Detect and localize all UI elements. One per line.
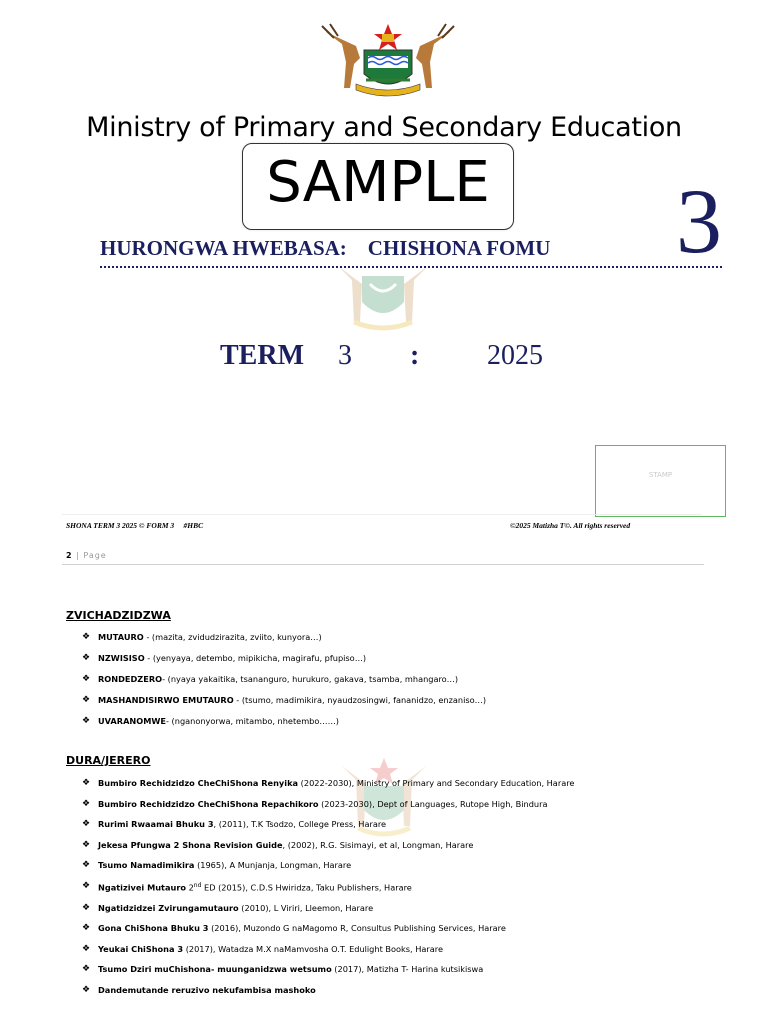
list-item: ❖ RONDEDZERO- (nyaya yakaitika, tsananguro, hurukuro, gakava, tsamba, mhangaro…) [82,674,459,684]
list-item: ❖ Tsumo Namadimikira (1965), A Munjanja, Longman, Harare [82,860,352,870]
diamond-bullet-icon: ❖ [82,716,91,726]
diamond-bullet-icon: ❖ [82,695,91,705]
diamond-bullet-icon: ❖ [82,839,91,850]
references-list [82,778,574,1005]
coat-of-arms-watermark [330,262,436,334]
section-title-dura-jerero: DURA/JERERO [66,754,151,767]
list-item: ❖ NZWISISO - (yenyaya, detembo, mipikicha, magirafu, pfupiso…) [82,653,367,663]
list-item: ❖ Jekesa Pfungwa 2 Shona Revision Guide, (2002), R.G. Sisimayi, et al, Longman, Harare [82,839,474,850]
diamond-bullet-icon: ❖ [82,632,91,642]
list-item: ❖ Gona ChiShona Bhuku 3 (2016), Muzondo G naMagomo R, Consultus Publishing Services, Harare [82,923,506,934]
diamond-bullet-icon: ❖ [82,860,91,870]
page-word: Page [83,551,107,560]
diamond-bullet-icon: ❖ [82,984,91,995]
list-item: ❖ Tsumo Dziri muChishona- muunganidzwa wetsumo (2017), Matizha T- Harina kutsikiswa [82,964,484,975]
topics-list [82,632,486,737]
diamond-bullet-icon: ❖ [82,674,91,684]
diamond-bullet-icon: ❖ [82,819,91,829]
diamond-bullet-icon: ❖ [82,964,91,975]
term-separator: : [410,340,420,371]
term-number: 3 [338,340,352,371]
page-header-divider [62,564,704,565]
diamond-bullet-icon: ❖ [82,943,91,954]
list-item: ❖ UVARANOMWE- (nganonyorwa, mitambo, nhetembo……) [82,716,339,726]
list-item: ❖ MASHANDISIRWO EMUTAURO - (tsumo, madimikira, nyaudzosingwi, fananidzo, enzaniso…) [82,695,487,705]
footer-copyright: ©2025 Matizha T©. All rights reserved [510,521,631,530]
footer-left-text: SHONA TERM 3 2025 © FORM 3 #HBC [66,521,204,530]
diamond-bullet-icon: ❖ [82,798,91,809]
page-number-label [66,551,107,560]
stamp-label: STAMP [648,471,673,479]
ministry-title: Ministry of Primary and Secondary Education [86,112,682,143]
diamond-bullet-icon: ❖ [82,880,91,891]
page-break-divider [62,514,702,515]
term-year: 2025 [487,340,543,371]
list-item: ❖ Dandemutande reruzivo nekufambisa mashoko [82,984,316,995]
diamond-bullet-icon: ❖ [82,653,91,663]
subject-heading: HURONGWA HWEBASA: CHISHONA FOMU [100,236,551,260]
list-item: ❖ Ngatidzidzei Zvirungamutauro (2010), L Viriri, Lleemon, Harare [82,902,374,913]
list-item: ❖ Bumbiro Rechidzidzo CheChiShona Renyika (2022-2030), Ministry of Primary and Secondary Education, Harare [82,778,575,788]
term-label: TERM [220,340,304,371]
diamond-bullet-icon: ❖ [82,902,91,913]
form-number: 3 [676,170,722,272]
page-number: 2 [66,551,73,560]
coat-of-arms-emblem [316,22,460,100]
list-item: ❖ Rurimi Rwaamai Bhuku 3, (2011), T.K Tsodzo, College Press, Harare [82,819,387,829]
list-item: ❖ Bumbiro Rechidzidzo CheChiShona Repachikoro (2023-2030), Dept of Languages, Rutope High, Bindura [82,798,548,809]
list-item: ❖ MUTAURO - (mazita, zvidudzirazita, zviito, kunyora…) [82,632,322,642]
sample-watermark-text: SAMPLE [266,150,490,215]
diamond-bullet-icon: ❖ [82,923,91,934]
section-title-zvichadzidzwa: ZVICHADZIDZWA [66,609,171,622]
diamond-bullet-icon: ❖ [82,778,91,788]
stamp-box [595,445,726,517]
list-item: ❖ Yeukai ChiShona 3 (2017), Watadza M.X naMamvosha O.T. Edulight Books, Harare [82,943,444,954]
list-item: ❖ Ngatizivei Mutauro 2nd ED (2015), C.D.S Hwiridza, Taku Publishers, Harare [82,880,412,893]
page-separator: | [72,551,84,560]
